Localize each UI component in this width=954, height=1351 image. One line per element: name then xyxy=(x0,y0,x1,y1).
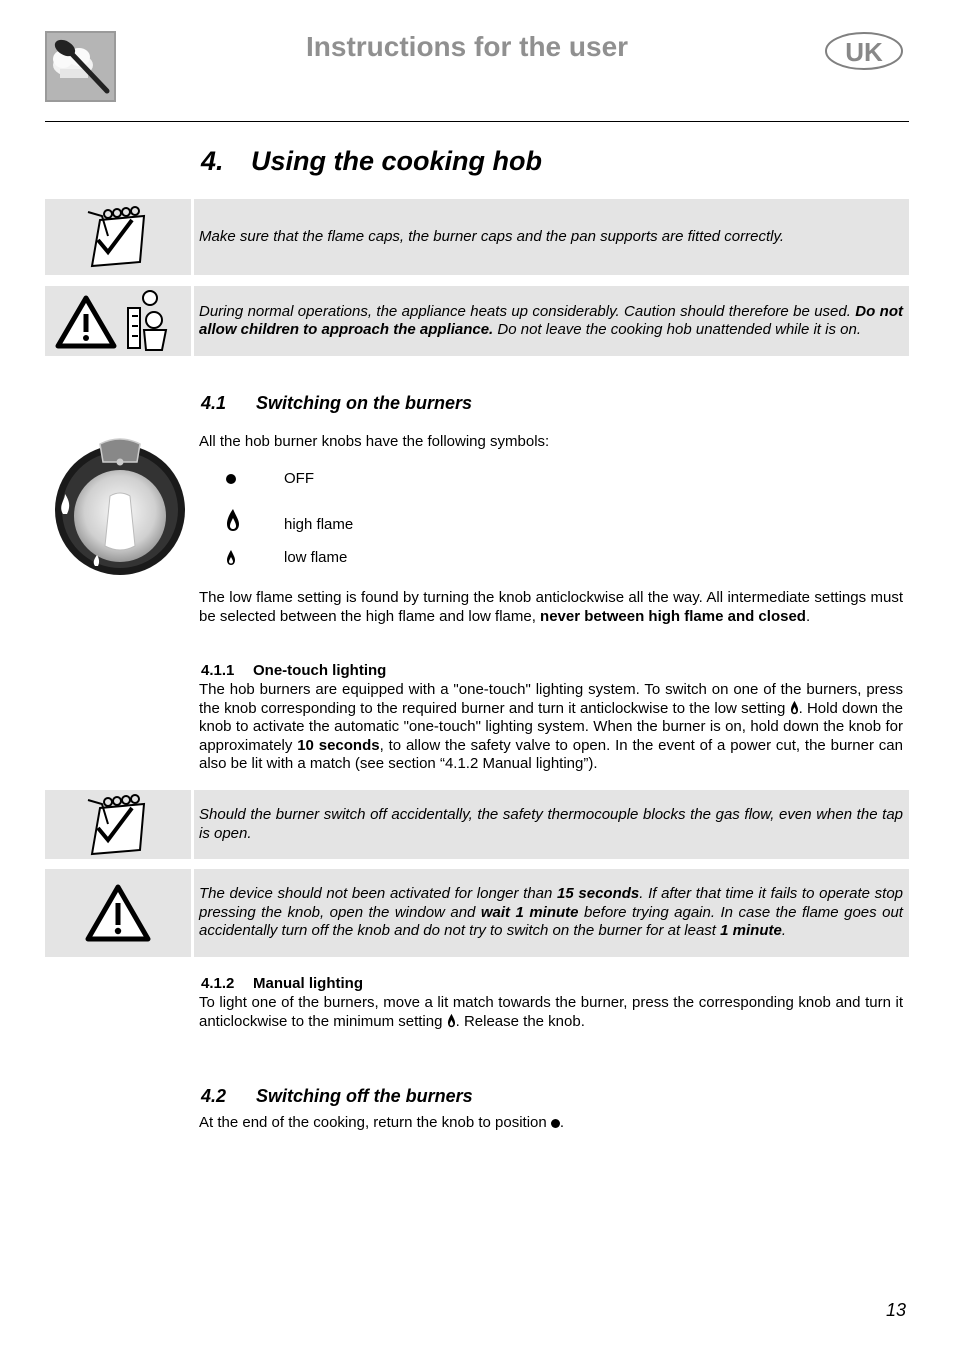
warning-triangle-icon xyxy=(45,869,191,957)
symbol-off-row: OFF xyxy=(226,470,314,487)
switch-off-paragraph: At the end of the cooking, return the knob to position . xyxy=(199,1114,565,1131)
section-number: 4. xyxy=(201,146,224,176)
symbol-high-flame-row: high flame xyxy=(226,506,353,533)
uk-language-badge xyxy=(824,31,904,71)
low-flame-icon xyxy=(790,700,799,715)
note-box-flame-caps xyxy=(45,199,909,275)
burner-knob-icon xyxy=(55,432,185,583)
warning-triangle-icon xyxy=(58,298,114,346)
children-icon xyxy=(128,291,166,350)
warning-text: During normal operations, the appliance heats up considerably. Caution should therefore be used. Do not allow children to approach the appliance. Do not leave the cooking hob unattended while it is on. xyxy=(199,302,903,338)
low-flame-paragraph: The low flame setting is found by turning the knob anticlockwise all the way. All intermediate settings must be selected between the high flame and low flame, never between high flame and closed. xyxy=(199,589,903,625)
subsection-4-1-1-heading: 4.1.1 One-touch lighting xyxy=(201,662,387,679)
warning-box-activation xyxy=(45,869,909,957)
chef-logo-icon xyxy=(45,31,116,102)
note-text: Make sure that the flame caps, the burner caps and the pan supports are fitted correctly. xyxy=(199,227,785,245)
page-number: 13 xyxy=(886,1300,907,1320)
high-flame-icon xyxy=(226,508,240,532)
header-title: Instructions for the user xyxy=(306,31,629,62)
subsection-4-1-heading: 4.1 Switching on the burners xyxy=(201,393,473,413)
section-title-text: Using the cooking hob xyxy=(251,146,542,176)
note-box-thermocouple xyxy=(45,790,909,859)
symbols-intro: All the hob burner knobs have the following symbols: xyxy=(199,433,550,450)
warning-text: The device should not been activated for longer than 15 seconds. If after that time it fails to operate stop pressing the knob, open the window and wait 1 minute before trying again. In case the flame goes out accidentally turn off the knob and do not try to switch on the burner for at least 1 minute. xyxy=(199,885,903,940)
low-flame-icon xyxy=(447,1013,456,1028)
subsection-4-2-heading: 4.2 Switching off the burners xyxy=(201,1086,473,1106)
notepad-check-icon xyxy=(45,790,191,859)
notepad-check-icon xyxy=(45,199,191,275)
one-touch-paragraph: The hob burners are equipped with a "one-touch" lighting system. To switch on one of the burners, press the knob corresponding to the required burner and turn it anticlockwise to the low setting . Hold down the knob to activate the automatic "one-touch" lighting system. When the burner is on, hold down the knob for approximately 10 seconds, to allow the safety valve to open. In the event of a power cut, the burner can also be lit with a match (see section “4.1.2 Manual lighting”). xyxy=(199,681,904,772)
manual-lighting-paragraph: To light one of the burners, move a lit match towards the burner, press the corresponding knob and turn it anticlockwise to the minimum setting . Release the knob. xyxy=(199,994,903,1030)
warning-box-children xyxy=(45,286,909,356)
symbol-low-flame-row: low flame xyxy=(226,549,347,566)
subsection-4-1-2-heading: 4.1.2 Manual lighting xyxy=(201,975,363,992)
warning-children-icons xyxy=(45,286,191,356)
uk-badge-text: UK xyxy=(845,37,883,67)
low-flame-icon xyxy=(226,549,236,566)
note-text: Should the burner switch off accidentally, the safety thermocouple blocks the gas flow, even when the tap is open. xyxy=(199,806,903,842)
off-dot-icon xyxy=(226,474,236,484)
section-title xyxy=(201,146,542,177)
header-divider xyxy=(45,121,909,122)
off-dot-icon xyxy=(551,1119,560,1128)
